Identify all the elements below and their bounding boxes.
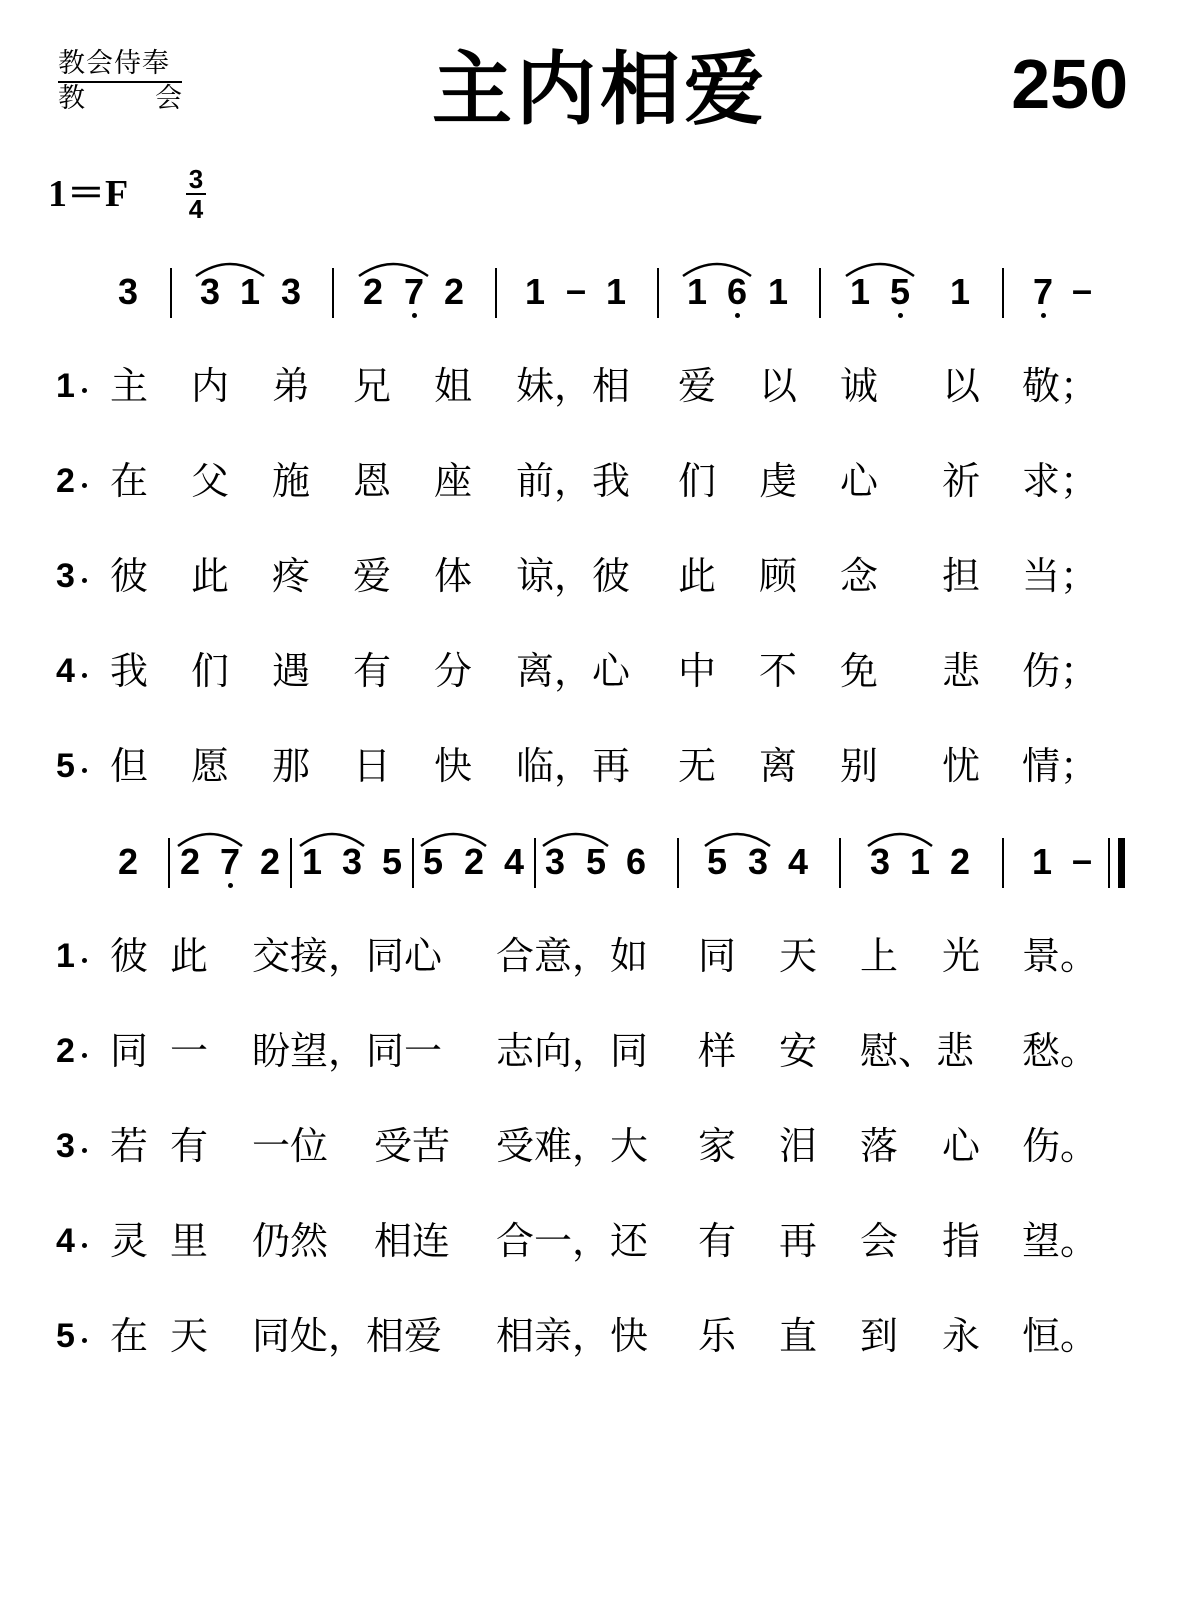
lyric-syllable: 永 [942, 1314, 981, 1358]
lyric-syllable: 天 [779, 934, 818, 978]
lyric-syllable: 天 [170, 1314, 209, 1358]
note: 2 [117, 841, 139, 882]
lyric-syllable: 日 [353, 744, 392, 788]
lyric-syllable: 再 [779, 1219, 818, 1263]
lyric-syllable: 若 [110, 1124, 149, 1168]
lyric-syllable: 到 [860, 1314, 899, 1358]
lyric-syllable: 座 [434, 459, 473, 503]
lyric-syllable: 安 [779, 1029, 818, 1073]
lyric-syllable: 心 [840, 459, 879, 503]
lyric-syllable: 泪 [779, 1124, 818, 1168]
lyric-syllable: 盼望，同一 [252, 1029, 443, 1073]
note: 1 [524, 271, 546, 312]
lyric-syllable: 指 [942, 1219, 981, 1263]
lyric-syllable: 景。 [1022, 934, 1099, 978]
notation-line-1 [0, 252, 1200, 332]
note: 2 [443, 271, 465, 312]
lyric-syllable: 别 [840, 744, 879, 788]
lyric-syllable: 相连 [374, 1219, 451, 1263]
note-low-octave: 7 [1028, 272, 1058, 312]
lyric-verse-1a [0, 362, 1200, 414]
verse-number: 1 [56, 937, 75, 975]
note: 4 [503, 841, 525, 882]
lyric-syllable: 中 [678, 649, 717, 693]
lyric-syllable: 当； [1022, 554, 1099, 598]
lyric-syllable: 以 [942, 364, 981, 408]
note: 1 [686, 271, 708, 312]
lyric-syllable: 们 [678, 459, 717, 503]
lyric-syllable: 里 [170, 1219, 209, 1263]
lyric-syllable: 此 [191, 554, 230, 598]
lyric-syllable: 直 [779, 1314, 818, 1358]
note: 1 [849, 271, 871, 312]
lyric-syllable: 一 [170, 1029, 209, 1073]
note: 1 [605, 271, 627, 312]
lyric-syllable: 们 [191, 649, 230, 693]
note: 5 [381, 841, 403, 882]
lyric-syllable: 有 [170, 1124, 209, 1168]
note: 3 [199, 271, 221, 312]
lyric-syllable: 担 [942, 554, 981, 598]
lyric-syllable: 伤； [1022, 649, 1099, 693]
note: 1 [301, 841, 323, 882]
lyric-syllable: 父 [191, 459, 230, 503]
lyric-syllable: 无 [678, 744, 717, 788]
sustain-dash: – [1071, 269, 1093, 310]
lyric-syllable: 受苦 [374, 1124, 451, 1168]
category-line-2: 教 会 [58, 83, 182, 114]
lyric-syllable: 不 [759, 649, 798, 693]
verse-number: 1 [56, 367, 75, 405]
lyric-syllable: 悲 [942, 649, 981, 693]
lyric-syllable: 同处，相爱 [252, 1314, 443, 1358]
time-signature [184, 166, 208, 222]
lyric-syllable: 交接，同心 [252, 934, 443, 978]
lyric-syllable: 那 [272, 744, 311, 788]
note: 2 [463, 841, 485, 882]
lyric-verse-4a [0, 647, 1200, 699]
lyric-syllable: 念 [840, 554, 879, 598]
lyric-syllable: 敬； [1022, 364, 1099, 408]
note: 5 [706, 841, 728, 882]
verse-number: 2 [56, 462, 75, 500]
note: 1 [949, 271, 971, 312]
lyric-syllable: 光 [942, 934, 981, 978]
sustain-dash: – [565, 269, 587, 310]
note-low-octave: 7 [215, 842, 245, 882]
lyric-syllable: 兄 [353, 364, 392, 408]
note: 2 [259, 841, 281, 882]
lyric-syllable: 样 [698, 1029, 737, 1073]
lyric-verse-5b [0, 1312, 1200, 1364]
lyric-syllable: 疼 [272, 554, 311, 598]
lyric-verse-5a [0, 742, 1200, 794]
lyric-syllable: 合一，还 [496, 1219, 649, 1263]
slur-marks [0, 822, 1200, 902]
lyric-syllable: 遇 [272, 649, 311, 693]
lyric-syllable: 此 [678, 554, 717, 598]
note: 1 [767, 271, 789, 312]
slur [300, 834, 364, 846]
lyric-syllable: 慰、悲 [860, 1029, 975, 1073]
lyric-syllable: 快 [434, 744, 473, 788]
lyric-syllable: 心 [942, 1124, 981, 1168]
lyric-syllable: 伤。 [1022, 1124, 1099, 1168]
note: 3 [869, 841, 891, 882]
note: 3 [747, 841, 769, 882]
lyric-syllable: 诚 [840, 364, 879, 408]
lyric-verse-3a [0, 552, 1200, 604]
lyric-syllable: 同 [698, 934, 737, 978]
note-low-octave: 5 [885, 272, 915, 312]
lyric-syllable: 顾 [759, 554, 798, 598]
lyric-syllable: 免 [840, 649, 879, 693]
lyric-syllable: 在 [110, 459, 149, 503]
slur [178, 834, 242, 846]
slur [359, 264, 428, 276]
lyric-syllable: 愁。 [1022, 1029, 1099, 1073]
note: 2 [362, 271, 384, 312]
verse-number: 4 [56, 1222, 75, 1260]
hymn-title: 主内相爱 [432, 43, 768, 136]
verse-number: 2 [56, 1032, 75, 1070]
lyric-syllable: 内 [191, 364, 230, 408]
lyric-syllable: 落 [860, 1124, 899, 1168]
slur [421, 834, 486, 846]
lyric-syllable: 施 [272, 459, 311, 503]
hymn-number: 250 [1011, 45, 1128, 123]
lyric-syllable: 恩 [353, 459, 392, 503]
lyric-syllable: 弟 [272, 364, 311, 408]
lyric-verse-4b [0, 1217, 1200, 1269]
lyric-verse-2a [0, 457, 1200, 509]
lyric-syllable: 志向，同 [496, 1029, 649, 1073]
lyric-syllable: 仍然 [252, 1219, 329, 1263]
lyric-syllable: 临，再 [516, 744, 631, 788]
verse-number: 4 [56, 652, 75, 690]
lyric-syllable: 乐 [698, 1314, 737, 1358]
lyric-syllable: 离，心 [516, 649, 631, 693]
lyric-syllable: 受难，大 [496, 1124, 649, 1168]
note: 5 [422, 841, 444, 882]
slur [846, 264, 914, 276]
lyric-syllable: 上 [860, 934, 899, 978]
lyric-syllable: 姐 [434, 364, 473, 408]
verse-number: 5 [56, 1317, 75, 1355]
lyric-syllable: 有 [698, 1219, 737, 1263]
note-low-octave: 6 [722, 272, 752, 312]
slur [705, 834, 770, 846]
note: 5 [585, 841, 607, 882]
notation-line-2 [0, 822, 1200, 902]
lyric-verse-1b [0, 932, 1200, 984]
lyric-syllable: 我 [110, 649, 149, 693]
note: 1 [1031, 841, 1053, 882]
lyric-syllable: 望。 [1022, 1219, 1099, 1263]
key-signature: 1＝F [48, 173, 129, 215]
sustain-dash: – [1071, 839, 1093, 880]
lyric-syllable: 一位 [252, 1124, 329, 1168]
slur [868, 834, 932, 846]
note: 6 [625, 841, 647, 882]
note-low-octave: 7 [399, 272, 429, 312]
lyric-syllable: 分 [434, 649, 473, 693]
lyric-syllable: 求； [1022, 459, 1099, 503]
slur [543, 834, 608, 846]
lyric-syllable: 离 [759, 744, 798, 788]
lyric-verse-3b [0, 1122, 1200, 1174]
lyric-syllable: 灵 [110, 1219, 149, 1263]
lyric-syllable: 在 [110, 1314, 149, 1358]
lyric-syllable: 爱 [353, 554, 392, 598]
lyric-syllable: 恒。 [1022, 1314, 1099, 1358]
lyric-syllable: 祈 [942, 459, 981, 503]
note: 1 [909, 841, 931, 882]
note: 3 [280, 271, 302, 312]
lyric-verse-2b [0, 1027, 1200, 1079]
note: 4 [787, 841, 809, 882]
verse-number: 5 [56, 747, 75, 785]
lyric-syllable: 妹，相 [516, 364, 631, 408]
lyric-syllable: 主 [110, 364, 149, 408]
lyric-syllable: 同 [110, 1029, 149, 1073]
time-signature-top: 3 [188, 164, 204, 194]
note: 2 [949, 841, 971, 882]
lyric-syllable: 家 [698, 1124, 737, 1168]
verse-number: 3 [56, 1127, 75, 1165]
lyric-syllable: 会 [860, 1219, 899, 1263]
note: 3 [117, 271, 139, 312]
lyric-syllable: 但 [110, 744, 149, 788]
lyric-syllable: 情； [1022, 744, 1099, 788]
slur [683, 264, 751, 276]
lyric-syllable: 相亲，快 [496, 1314, 649, 1358]
lyric-syllable: 虔 [759, 459, 798, 503]
slur-marks [0, 252, 1200, 332]
verse-number: 3 [56, 557, 75, 595]
lyric-syllable: 有 [353, 649, 392, 693]
lyric-syllable: 彼 [110, 554, 149, 598]
note: 1 [239, 271, 261, 312]
lyric-syllable: 体 [434, 554, 473, 598]
lyric-syllable: 此 [170, 934, 209, 978]
time-signature-bottom: 4 [188, 194, 204, 224]
lyric-syllable: 忧 [942, 744, 981, 788]
note: 3 [341, 841, 363, 882]
category-line-1: 教会侍奉 [58, 48, 182, 83]
lyric-syllable: 愿 [191, 744, 230, 788]
lyric-syllable: 以 [759, 364, 798, 408]
lyric-syllable: 爱 [678, 364, 717, 408]
lyric-syllable: 合意，如 [496, 934, 649, 978]
lyric-syllable: 前，我 [516, 459, 631, 503]
lyric-syllable: 彼 [110, 934, 149, 978]
note: 3 [544, 841, 566, 882]
note: 2 [179, 841, 201, 882]
slur [196, 264, 264, 276]
lyric-syllable: 谅，彼 [516, 554, 631, 598]
